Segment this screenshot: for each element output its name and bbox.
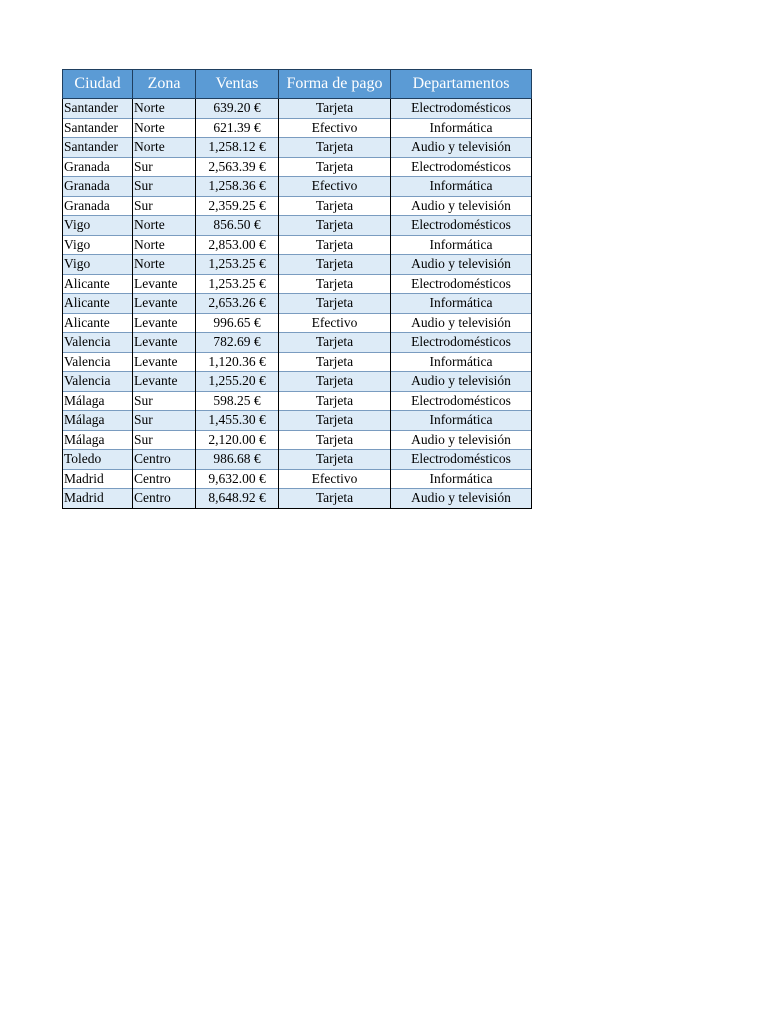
cell-zona[interactable]: Norte (133, 99, 196, 119)
cell-ciudad[interactable]: Alicante (63, 274, 133, 294)
cell-departamentos[interactable]: Informática (391, 118, 532, 138)
cell-forma-de-pago[interactable]: Tarjeta (279, 352, 391, 372)
cell-zona[interactable]: Levante (133, 313, 196, 333)
cell-zona[interactable]: Sur (133, 196, 196, 216)
cell-zona[interactable]: Sur (133, 430, 196, 450)
cell-departamentos[interactable]: Electrodomésticos (391, 450, 532, 470)
cell-forma-de-pago[interactable]: Efectivo (279, 118, 391, 138)
cell-forma-de-pago[interactable]: Tarjeta (279, 99, 391, 119)
table-row (63, 489, 532, 509)
cell-ciudad[interactable]: Madrid (63, 469, 133, 489)
table-row (63, 99, 532, 119)
cell-forma-de-pago[interactable]: Efectivo (279, 313, 391, 333)
cell-ventas[interactable]: 2,853.00 € (196, 235, 279, 255)
cell-forma-de-pago[interactable]: Tarjeta (279, 489, 391, 509)
cell-forma-de-pago[interactable]: Tarjeta (279, 430, 391, 450)
cell-ventas[interactable]: 9,632.00 € (196, 469, 279, 489)
cell-zona[interactable]: Levante (133, 333, 196, 353)
cell-ventas[interactable]: 1,455.30 € (196, 411, 279, 431)
table-row (63, 430, 532, 450)
cell-departamentos[interactable]: Informática (391, 469, 532, 489)
cell-departamentos[interactable]: Audio y televisión (391, 430, 532, 450)
cell-ciudad[interactable]: Toledo (63, 450, 133, 470)
table-row (63, 469, 532, 489)
cell-ciudad[interactable]: Alicante (63, 313, 133, 333)
cell-ciudad[interactable]: Málaga (63, 430, 133, 450)
cell-zona[interactable]: Levante (133, 352, 196, 372)
cell-ciudad[interactable]: Valencia (63, 372, 133, 392)
cell-ventas[interactable]: 2,120.00 € (196, 430, 279, 450)
cell-forma-de-pago[interactable]: Tarjeta (279, 216, 391, 236)
cell-forma-de-pago[interactable]: Tarjeta (279, 255, 391, 275)
table-row (63, 177, 532, 197)
cell-departamentos[interactable]: Audio y televisión (391, 489, 532, 509)
cell-ventas[interactable]: 986.68 € (196, 450, 279, 470)
cell-forma-de-pago[interactable]: Tarjeta (279, 294, 391, 314)
cell-forma-de-pago[interactable]: Tarjeta (279, 391, 391, 411)
cell-zona[interactable]: Norte (133, 118, 196, 138)
cell-ciudad[interactable]: Granada (63, 196, 133, 216)
cell-ventas[interactable]: 856.50 € (196, 216, 279, 236)
cell-zona[interactable]: Centro (133, 469, 196, 489)
cell-ventas[interactable]: 8,648.92 € (196, 489, 279, 509)
cell-forma-de-pago[interactable]: Tarjeta (279, 333, 391, 353)
cell-ciudad[interactable]: Málaga (63, 411, 133, 431)
table-row (63, 294, 532, 314)
cell-departamentos[interactable]: Informática (391, 352, 532, 372)
table-row (63, 196, 532, 216)
header-forma-de-pago[interactable]: Forma de pago (279, 70, 391, 99)
cell-ventas[interactable]: 621.39 € (196, 118, 279, 138)
cell-departamentos[interactable]: Informática (391, 177, 532, 197)
cell-departamentos[interactable]: Electrodomésticos (391, 216, 532, 236)
cell-departamentos[interactable]: Audio y televisión (391, 138, 532, 158)
cell-ciudad[interactable]: Vigo (63, 235, 133, 255)
cell-ciudad[interactable]: Santander (63, 118, 133, 138)
table-row (63, 157, 532, 177)
cell-zona[interactable]: Norte (133, 255, 196, 275)
cell-ciudad[interactable]: Valencia (63, 352, 133, 372)
cell-departamentos[interactable]: Electrodomésticos (391, 391, 532, 411)
table-row (63, 352, 532, 372)
table-row (63, 313, 532, 333)
cell-departamentos[interactable]: Audio y televisión (391, 196, 532, 216)
sales-table (62, 69, 532, 509)
cell-departamentos[interactable]: Informática (391, 235, 532, 255)
table-row (63, 235, 532, 255)
cell-ventas[interactable]: 2,563.39 € (196, 157, 279, 177)
table-row (63, 255, 532, 275)
cell-zona[interactable]: Norte (133, 235, 196, 255)
table-row (63, 216, 532, 236)
cell-ventas[interactable]: 1,253.25 € (196, 255, 279, 275)
table-row (63, 450, 532, 470)
cell-ventas[interactable]: 2,653.26 € (196, 294, 279, 314)
cell-zona[interactable]: Levante (133, 372, 196, 392)
header-ciudad[interactable]: Ciudad (63, 70, 133, 99)
cell-zona[interactable]: Levante (133, 294, 196, 314)
cell-departamentos[interactable]: Audio y televisión (391, 313, 532, 333)
cell-ventas[interactable]: 1,253.25 € (196, 274, 279, 294)
cell-forma-de-pago[interactable]: Tarjeta (279, 372, 391, 392)
cell-ventas[interactable]: 2,359.25 € (196, 196, 279, 216)
cell-forma-de-pago[interactable]: Tarjeta (279, 274, 391, 294)
cell-zona[interactable]: Norte (133, 138, 196, 158)
cell-forma-de-pago[interactable]: Efectivo (279, 469, 391, 489)
cell-ventas[interactable]: 598.25 € (196, 391, 279, 411)
cell-ciudad[interactable]: Málaga (63, 391, 133, 411)
cell-forma-de-pago[interactable]: Tarjeta (279, 138, 391, 158)
cell-ventas[interactable]: 1,258.36 € (196, 177, 279, 197)
header-ventas[interactable]: Ventas (196, 70, 279, 99)
cell-zona[interactable]: Sur (133, 411, 196, 431)
cell-zona[interactable]: Centro (133, 489, 196, 509)
cell-ventas[interactable]: 996.65 € (196, 313, 279, 333)
header-departamentos[interactable]: Departamentos (391, 70, 532, 99)
cell-forma-de-pago[interactable]: Tarjeta (279, 196, 391, 216)
cell-zona[interactable]: Sur (133, 157, 196, 177)
header-zona[interactable]: Zona (133, 70, 196, 99)
table-row (63, 391, 532, 411)
cell-ciudad[interactable]: Valencia (63, 333, 133, 353)
cell-forma-de-pago[interactable]: Tarjeta (279, 235, 391, 255)
cell-departamentos[interactable]: Electrodomésticos (391, 274, 532, 294)
table-header (63, 70, 532, 99)
cell-departamentos[interactable]: Audio y televisión (391, 372, 532, 392)
cell-zona[interactable]: Levante (133, 274, 196, 294)
cell-forma-de-pago[interactable]: Tarjeta (279, 411, 391, 431)
cell-ciudad[interactable]: Santander (63, 138, 133, 158)
cell-zona[interactable]: Sur (133, 177, 196, 197)
cell-ciudad[interactable]: Granada (63, 157, 133, 177)
cell-departamentos[interactable]: Informática (391, 411, 532, 431)
cell-ventas[interactable]: 1,258.12 € (196, 138, 279, 158)
cell-ventas[interactable]: 1,255.20 € (196, 372, 279, 392)
table-row (63, 138, 532, 158)
cell-zona[interactable]: Centro (133, 450, 196, 470)
cell-forma-de-pago[interactable]: Tarjeta (279, 157, 391, 177)
table-row (63, 333, 532, 353)
header-row (63, 70, 532, 99)
cell-ventas[interactable]: 782.69 € (196, 333, 279, 353)
cell-ciudad[interactable]: Santander (63, 99, 133, 119)
cell-ciudad[interactable]: Madrid (63, 489, 133, 509)
cell-ciudad[interactable]: Vigo (63, 255, 133, 275)
cell-zona[interactable]: Norte (133, 216, 196, 236)
cell-zona[interactable]: Sur (133, 391, 196, 411)
table-row (63, 274, 532, 294)
cell-departamentos[interactable]: Electrodomésticos (391, 99, 532, 119)
cell-departamentos[interactable]: Informática (391, 294, 532, 314)
table-body (63, 99, 532, 509)
cell-ciudad[interactable]: Alicante (63, 294, 133, 314)
table-row (63, 411, 532, 431)
table-row (63, 372, 532, 392)
cell-ventas[interactable]: 1,120.36 € (196, 352, 279, 372)
cell-forma-de-pago[interactable]: Tarjeta (279, 450, 391, 470)
cell-departamentos[interactable]: Electrodomésticos (391, 157, 532, 177)
cell-departamentos[interactable]: Electrodomésticos (391, 333, 532, 353)
cell-ciudad[interactable]: Granada (63, 177, 133, 197)
cell-ventas[interactable]: 639.20 € (196, 99, 279, 119)
cell-departamentos[interactable]: Audio y televisión (391, 255, 532, 275)
table-row (63, 118, 532, 138)
cell-forma-de-pago[interactable]: Efectivo (279, 177, 391, 197)
cell-ciudad[interactable]: Vigo (63, 216, 133, 236)
